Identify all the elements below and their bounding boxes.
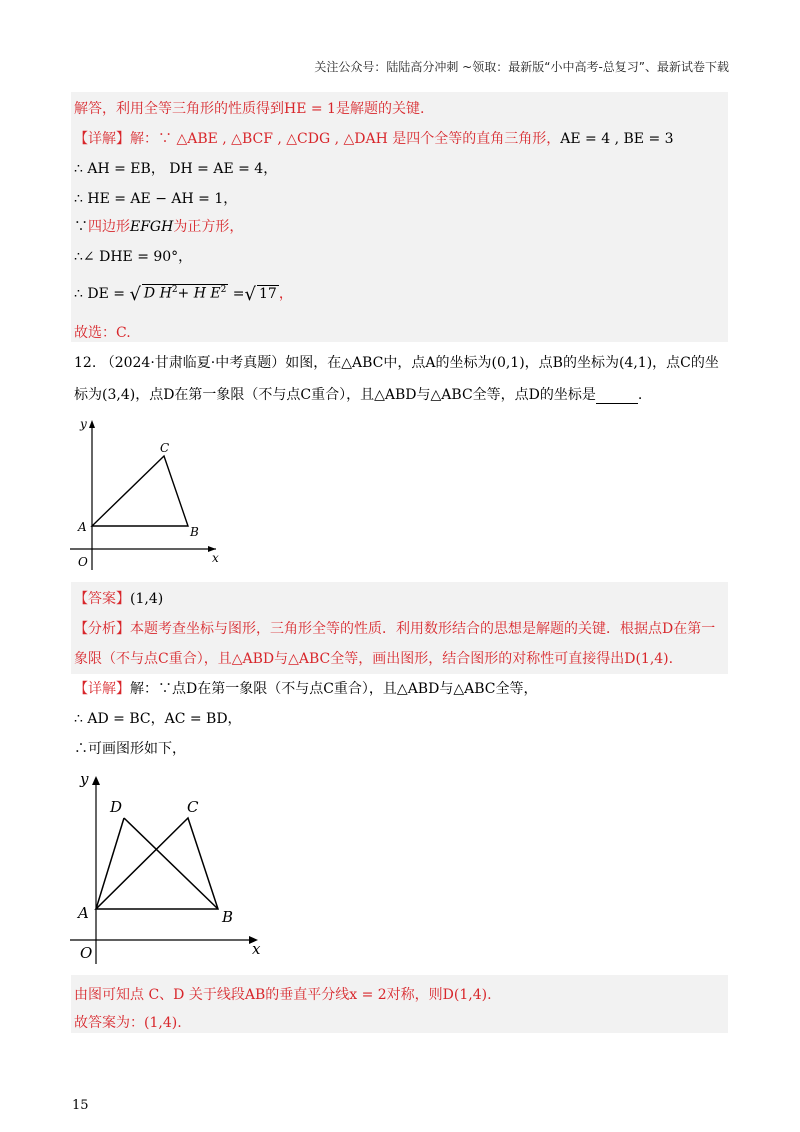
- fig1-point-b: B: [190, 525, 199, 539]
- page-header: 关注公众号：陆陆高分冲刺 ~领取：最新版“小中高考-总复习”、最新试卷下载: [314, 60, 729, 74]
- sqrt-exp-2: 2: [220, 285, 227, 296]
- q12-line-2-end: .: [637, 387, 643, 403]
- fig2-point-c: C: [187, 798, 199, 816]
- prev-line-8: 故选：C.: [74, 325, 131, 341]
- q12-line-2-text: 标为(3,4)，点D在第一象限（不与点C重合），且△ABD与△ABC全等，点D的坐标是: [74, 387, 596, 403]
- fig1-y-label: y: [80, 417, 87, 431]
- fig1-x-label: x: [212, 551, 219, 565]
- sqrt-17: 17: [259, 286, 277, 302]
- prev-line-4: ∴ HE = AE − AH = 1，: [74, 191, 238, 207]
- fig2-x-label: x: [252, 940, 261, 958]
- fig2-point-a: A: [78, 904, 89, 922]
- detail-tag: 【详解】: [74, 131, 130, 147]
- prev-line-1: 解答，利用全等三角形的性质得到HE = 1是解题的关键.: [74, 101, 425, 117]
- fig1-point-a: A: [78, 520, 87, 534]
- fig2-y-label: y: [80, 770, 89, 788]
- answer-tag: 【答案】: [74, 591, 130, 607]
- conclusion-line-1: 由图可知点 C、D 关于线段AB的垂直平分线x = 2对称，则D(1,4).: [74, 987, 492, 1003]
- analysis-text-1: 本题考查坐标与图形，三角形全等的性质．利用数形结合的思想是解题的关键．根据点D在第一: [130, 621, 716, 637]
- sqrt-sign: √: [129, 284, 141, 305]
- because-symbol: ∵: [74, 219, 88, 235]
- analysis-line-1: [74, 618, 715, 638]
- prev-line-2-text: 解：∵ △ABE , △BCF , △CDG , △DAH 是四个全等的直角三角形，: [130, 131, 561, 147]
- fig2-point-d: D: [110, 798, 123, 816]
- analysis-line-2: 象限（不与点C重合），且△ABD与△ABC全等，画出图形，结合图形的对称性可直接得出D(1,4).: [74, 651, 674, 667]
- prev-line-2-cond: AE = 4 , BE = 3: [560, 131, 674, 147]
- prev-line-6: ∴∠ DHE = 90°，: [74, 249, 193, 265]
- sqrt-dh: D H: [143, 286, 172, 302]
- sqrt-body: [142, 284, 228, 302]
- analysis-tag: 【分析】: [74, 621, 130, 637]
- figure-1: [66, 410, 236, 580]
- prev-line-2: [74, 128, 674, 148]
- fig2-origin-label: O: [80, 944, 93, 962]
- page-number: 15: [72, 1098, 89, 1113]
- detail-line-2: ∴ AD = BC，AC = BD，: [74, 711, 242, 727]
- prev-line-5: [74, 216, 243, 236]
- fig1-point-c: C: [160, 441, 170, 455]
- sqrt-sign-2: √: [244, 284, 257, 305]
- answer-blank: [596, 389, 638, 404]
- prev-line-5-end: 为正方形，: [173, 219, 244, 235]
- equals-sign: =: [232, 286, 245, 302]
- prev-line-3: ∴ AH = EB， DH = AE = 4，: [74, 161, 278, 177]
- de-end: ，: [278, 286, 293, 302]
- prev-line-7: [74, 283, 293, 305]
- figure-2: [66, 768, 276, 968]
- prev-line-5-word: 四边形: [88, 219, 130, 235]
- detail-tag-2: 【详解】: [74, 681, 130, 697]
- answer-line: [74, 588, 163, 608]
- q12-line-1: 12. （2024·甘肃临夏·中考真题）如图，在△ABC中，点A的坐标为(0,1)，点B的坐标为(4,1)，点C的坐: [74, 355, 719, 371]
- fig1-origin-label: O: [78, 555, 88, 569]
- fig2-point-b: B: [222, 908, 234, 926]
- detail-text-1: 解：∵点D在第一象限（不与点C重合），且△ABD与△ABC全等，: [130, 681, 538, 697]
- detail-line-3: ∴可画图形如下，: [74, 741, 186, 757]
- de-expr-left: ∴ DE =: [74, 286, 125, 302]
- q12-line-2: [74, 384, 642, 404]
- sqrt-he: + H E: [177, 286, 221, 302]
- sqrt-exp-1: 2: [171, 285, 178, 296]
- detail-line-1: [74, 678, 537, 698]
- answer-value: (1,4): [130, 591, 164, 607]
- conclusion-line-2: 故答案为：(1,4).: [74, 1015, 182, 1031]
- prev-line-5-square: EFGH: [130, 219, 174, 235]
